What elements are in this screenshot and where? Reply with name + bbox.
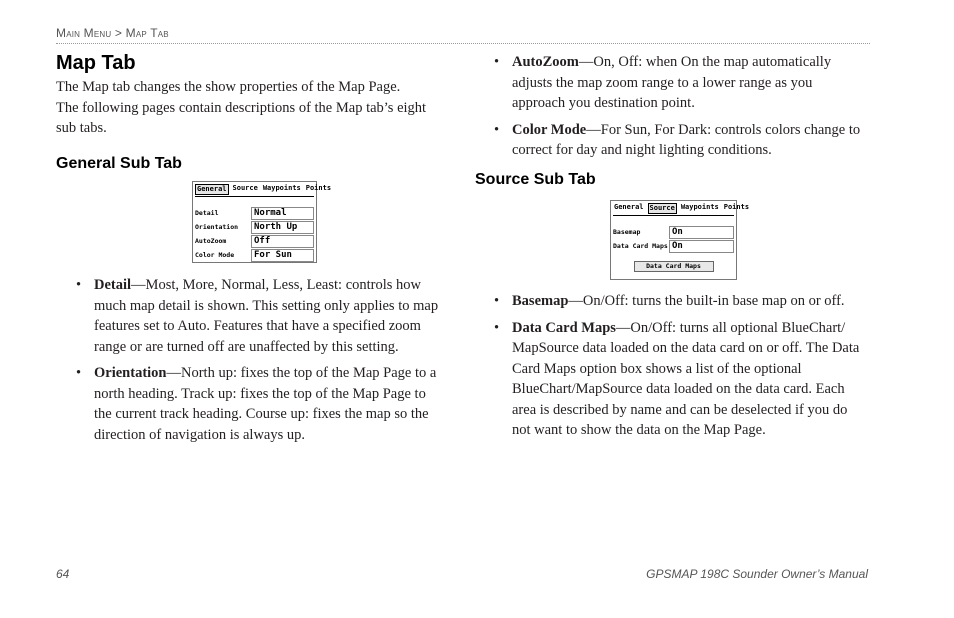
bullet-detail — [76, 275, 446, 357]
bullet-term: AutoZoom — [512, 54, 579, 70]
intro-line-1: The Map tab changes the show properties of the Map Page. — [56, 79, 401, 95]
screen-row-value: For Sun — [251, 249, 314, 262]
screen-row-label: Color Mode — [195, 251, 235, 259]
intro-line-2: The following pages contain descriptions of the Map tab’s eight sub tabs. — [56, 99, 427, 136]
bullet-term: Basemap — [512, 293, 569, 309]
bullet-text: —North up: fixes the top of the Map Page to a north heading. Track up: fixes the top of the Map Page to the current track heading. Course up: fixes the map so the direction of navigation is always up. — [94, 365, 437, 443]
source-sub-tab-heading: Source Sub Tab — [475, 171, 596, 188]
bullet-term: Color Mode — [512, 121, 587, 138]
general-tab-screenshot — [192, 181, 332, 263]
screen-row-detail — [195, 206, 314, 220]
page-title: Map Tab — [56, 52, 136, 74]
source-tab-screenshot — [610, 200, 750, 280]
bullet-term: Data Card Maps — [512, 319, 616, 336]
screen-row-label: Basemap — [613, 228, 641, 236]
bullet-text: —Most, More, Normal, Less, Least: controls how much map detail is shown. This setting only applies to map features set to Auto. Features that have a specified zoom range or are turned off are unaffected by this setting. — [94, 277, 439, 355]
screen-tab-points: Points — [723, 203, 750, 211]
bullet-text: —On/Off: turns the built-in base map on or off. — [568, 293, 845, 309]
general-sub-tab-heading: General Sub Tab — [56, 155, 182, 172]
screen-row-basemap — [613, 225, 734, 239]
bullet-data-card-maps — [494, 318, 869, 441]
screen-tab-bar — [193, 182, 332, 195]
screen-tab-general: General — [614, 203, 644, 211]
screen-row-value: Off — [251, 235, 314, 248]
general-bullet-list — [76, 275, 446, 451]
page-number: 64 — [56, 567, 70, 581]
screen-tab-waypoints: Waypoints — [262, 184, 301, 192]
bullet-text: —On/Off: turns all optional BlueChart/ MapSource data loaded on the data card on or off. The Data Card Maps option box shows a list of the optional BlueChart/MapSource data loaded on the data card. Each area is described by name and can be deselected if you do not want to show the data on the Map Page. — [512, 319, 860, 438]
right-top-bullet-list — [494, 52, 869, 167]
screen-row-orientation — [195, 220, 314, 234]
screen-row-data-card-maps — [613, 239, 734, 253]
bullet-basemap — [494, 291, 869, 312]
screen-tab-source: Source — [649, 204, 675, 212]
source-bullet-list — [494, 291, 869, 447]
bullet-text: —On, Off: when On the map automatically adjusts the map zoom range to a lower range as you approach you destination point. — [512, 54, 832, 111]
screen-row-value: North Up — [251, 221, 314, 234]
bullet-term: Orientation — [94, 365, 167, 381]
screen-row-value: On — [669, 240, 734, 253]
manual-title: GPSMAP 198C Sounder Owner’s Manual — [646, 567, 868, 581]
bullet-term: Detail — [94, 277, 132, 293]
screen-row-value: On — [669, 226, 734, 239]
screen-tab-waypoints: Waypoints — [680, 203, 719, 211]
screen-tab-source: Source — [232, 184, 258, 192]
screen-tab-points: Points — [305, 184, 332, 192]
header-rule — [56, 43, 870, 44]
bullet-color-mode — [494, 120, 869, 161]
data-card-maps-screen-button: Data Card Maps — [634, 261, 714, 272]
screen-row-value: Normal — [251, 207, 314, 220]
screen-row-label: Orientation — [195, 223, 239, 231]
bullet-text: —For Sun, For Dark: controls colors change to correct for day and night lighting conditions. — [512, 121, 861, 158]
screen-tab-bar — [611, 201, 750, 214]
screen-tab-general: General — [197, 185, 227, 193]
breadcrumb: Main Menu > Map Tab — [56, 26, 169, 40]
screen-row-label: AutoZoom — [195, 237, 227, 245]
screen-row-color-mode — [195, 248, 314, 262]
intro-paragraph — [56, 77, 446, 139]
screen-row-label: Detail — [195, 209, 219, 217]
bullet-orientation — [76, 363, 446, 445]
screen-row-label: Data Card Maps — [613, 242, 668, 250]
screen-row-autozoom — [195, 234, 314, 248]
bullet-autozoom — [494, 52, 869, 114]
